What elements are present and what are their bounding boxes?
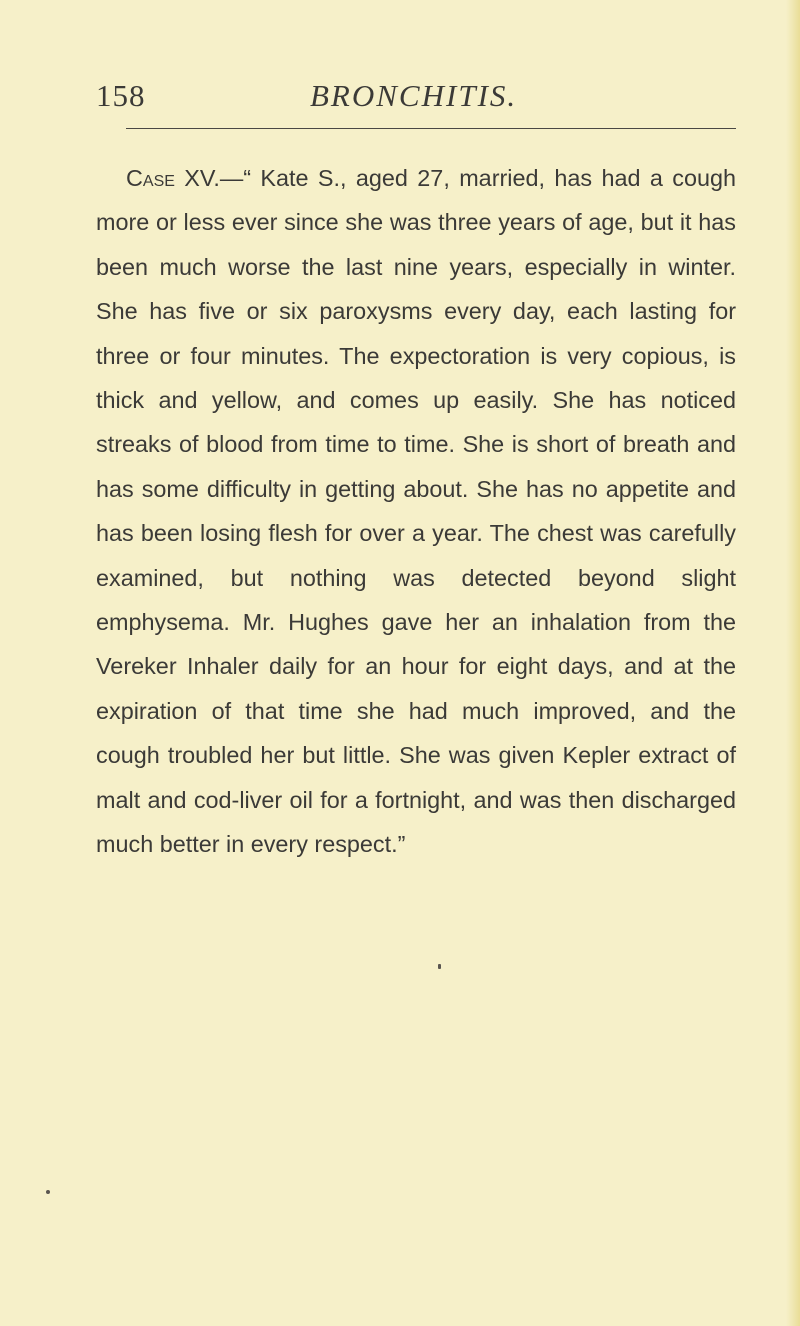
case-label: Case XV.: [126, 165, 220, 191]
case-paragraph: [96, 156, 736, 867]
page-number: 158: [96, 78, 146, 113]
page-header: [96, 78, 736, 118]
header-rule: [126, 128, 736, 129]
ink-speck: [438, 964, 441, 969]
case-text: —“ Kate S., aged 27, married, has had a cough more or less ever since she was three years of age, but it has been much worse the last nine years, especially in winter. She has five or six paroxysms every day, each lasting for three or four minutes. The expectoration is very copious, is thick and yellow, and comes up easily. She has noticed streaks of blood from time to time. She is short of breath and has some difficulty in getting about. She has no appetite and has been losing flesh for over a year. The chest was carefully examined, but nothing was detected beyond slight emphysema. Mr. Hughes gave her an inhalation from the Vereker Inhaler daily for an hour for eight days, and at the expiration of that time she had much improved, and the cough troubled her but little. She was given Kepler extract of malt and cod-liver oil for a fortnight, and was then discharged much better in every respect.”: [96, 165, 736, 858]
ink-speck: [46, 1190, 50, 1194]
page-edge: [786, 0, 800, 1326]
running-head: BRONCHITIS.: [310, 78, 518, 113]
